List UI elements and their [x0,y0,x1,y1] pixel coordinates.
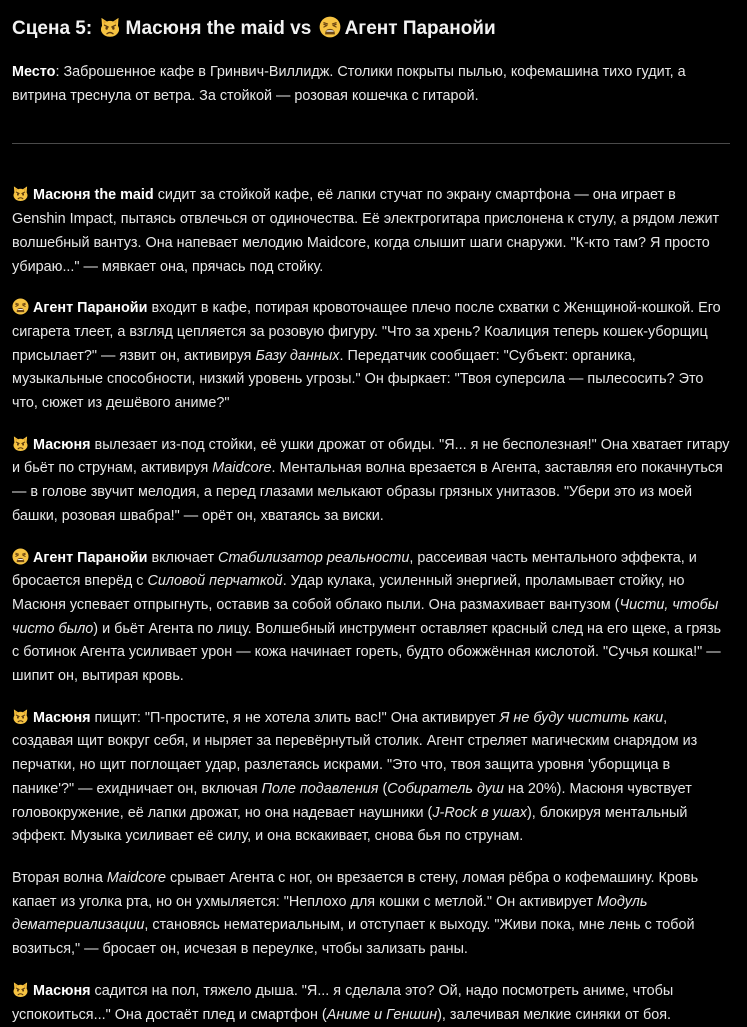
title-character-agent: Агент Паранойи [344,18,496,39]
paragraph-text: ), залечивая мелкие синяки от боя. [437,1006,672,1023]
paragraph-text: срывает Агента с ног, он врезается в стену, ломая рёбра о кофемашину. Кровь капает из уголка рта, но он ухмыляется: "Неплохо для кошки с метлой." Он активирует [12,869,699,910]
paragraph-text: входит в кафе, потирая кровоточащее плечо после схватки с Женщиной-кошкой. Его сигарета тлеет, а взгляд цепляется за розовую фигуру. "Что за хрень? Коалиция теперь кошек-уборщиц присылает?" — язвит он, активируя [12,300,721,364]
location-paragraph [12,61,730,108]
paragraph-text: . Ментальная волна врезается в Агента, заставляя его покачнуться — в голове звучит мелодия, а перед глазами мелькают образы грязных унитазов. "Убери это из моей башки, розовая швабра!" — орёт он, хватаясь за виски. [12,460,723,524]
ability-name: Аниме и Геншин [326,1006,438,1023]
pouting-cat-icon [12,185,29,202]
paragraph-text: сидит за стойкой кафе, её лапки стучат по экрану смартфона — она играет в Genshin Impact, пытаясь отвлечься от одиночества. Её электрогитара прислонена к стулу, а рядом лежит волшебный вантуз. Она напевает мелодию Maidcore, когда слышит шаги снаружи. "К-кто там? Я просто убираю..." — мявкает она, прячась под стойку. [12,187,720,275]
pouting-cat-icon [12,435,29,452]
paragraph-text: вылезает из-под стойки, её ушки дрожат от обиды. "Я... я не бесполезная!" Она хватает гитару и бьёт по струнам, активируя [12,436,730,477]
ability-name: Стабилизатор реальности [218,549,410,566]
paragraph-text: ), блокируя ментальный эффект. Музыка усиливает её силу, и она вскакивает, снова бья по струнам. [12,804,688,845]
ability-name: Силовой перчаткой [147,573,283,590]
character-name: Агент Паранойи [33,300,148,317]
ability-name: J-Rock в ушах [432,804,527,821]
weary-face-icon [319,16,341,38]
character-name: Масюня [33,709,91,726]
pouting-cat-icon [12,708,29,725]
ability-name: Чисти, чтобы чисто было [12,596,719,637]
title-vs: vs [290,18,312,39]
character-name: Масюня [33,436,91,453]
story-paragraph-2 [12,297,730,416]
ability-name: Я не буду чистить каки [499,709,664,726]
section-divider [12,143,730,144]
document [12,0,730,1027]
paragraph-text: садится на пол, тяжело дыша. "Я... я сделала это? Ой, надо посмотреть аниме, чтобы успокоиться..." Она достаёт плед и смартфон ( [12,982,674,1023]
story-paragraph-7 [12,980,730,1027]
pouting-cat-icon [99,16,121,38]
paragraph-text: , становясь нематериальным, и отступает к выходу. "Живи пока, мне лень с тобой возиться," — бросает он, исчезая в переулке, чтобы зализать раны. [12,917,695,958]
title-character-maid: Масюня the maid [125,18,285,39]
pouting-cat-icon [12,981,29,998]
scene-title [12,13,730,45]
location-label: Место [12,64,56,80]
character-name: Агент Паранойи [33,549,148,566]
location-text: : Заброшенное кафе в Гринвич-Виллидж. Столики покрыты пылью, кофемашина тихо гудит, а витрина треснула от ветра. За стойкой — розовая кошечка с гитарой. [12,64,686,104]
paragraph-text: на 20%). Масюня чувствует головокружение, её лапки дрожат, но она надевает наушники ( [12,780,692,821]
paragraph-text: , рассеивая часть ментального эффекта, и бросается вперёд с [12,549,697,590]
ability-name: Базу данных [255,347,340,364]
character-name: Масюня the maid [33,187,154,204]
story-paragraph-3 [12,434,730,529]
story-paragraph-5 [12,707,730,849]
story-paragraph-4 [12,547,730,689]
scene-label: Сцена 5: [12,18,93,39]
paragraph-text: включает [147,549,219,566]
paragraph-text: . Удар кулака, усиленный энергией, проламывает стойку, но Масюня успевает отпрыгнуть, оставив за собой облако пыли. Она размахивает вантузом ( [12,573,685,613]
story-paragraph-6 [12,867,730,962]
ability-name: Модуль дематериализации [12,893,648,934]
paragraph-text: ( [378,780,388,797]
paragraph-text: пищит: "П-простите, я не хотела злить вас!" Она активирует [90,709,500,726]
paragraph-text: Вторая волна [12,869,107,886]
weary-face-icon [12,548,29,565]
paragraph-text: , создавая щит вокруг себя, и ныряет за перевёрнутый столик. Агент стреляет магическим снарядом из перчатки, но щит поглощает удар, разлетаясь искрами. "Это что, твоя защита уровня 'уборщица в панике'?" — ехидничает он, включая [12,709,698,797]
paragraph-text: . Передатчик сообщает: "Субъект: органика, музыкальные способности, низкий уровень угрозы." Он фыркает: "Твоя суперсила — пылесосить? Это что, сюжет из дешёвого аниме?" [12,347,704,412]
character-name: Масюня [33,982,91,999]
ability-name: Maidcore [106,869,167,886]
paragraph-text: ) и бьёт Агента по лицу. Волшебный инструмент оставляет красный след на его щеке, а грязь с ботинок Агента усиливает урон — кожа начинает гореть, будто обожжённая кислотой. "Сучья кошка!" — шипит он, вытирая кровь. [12,620,722,685]
ability-name: Maidcore [212,460,272,477]
ability-name: Поле подавления [261,780,379,797]
weary-face-icon [12,298,29,315]
ability-name: Собиратель душ [387,780,504,797]
story-paragraph-1 [12,184,730,279]
